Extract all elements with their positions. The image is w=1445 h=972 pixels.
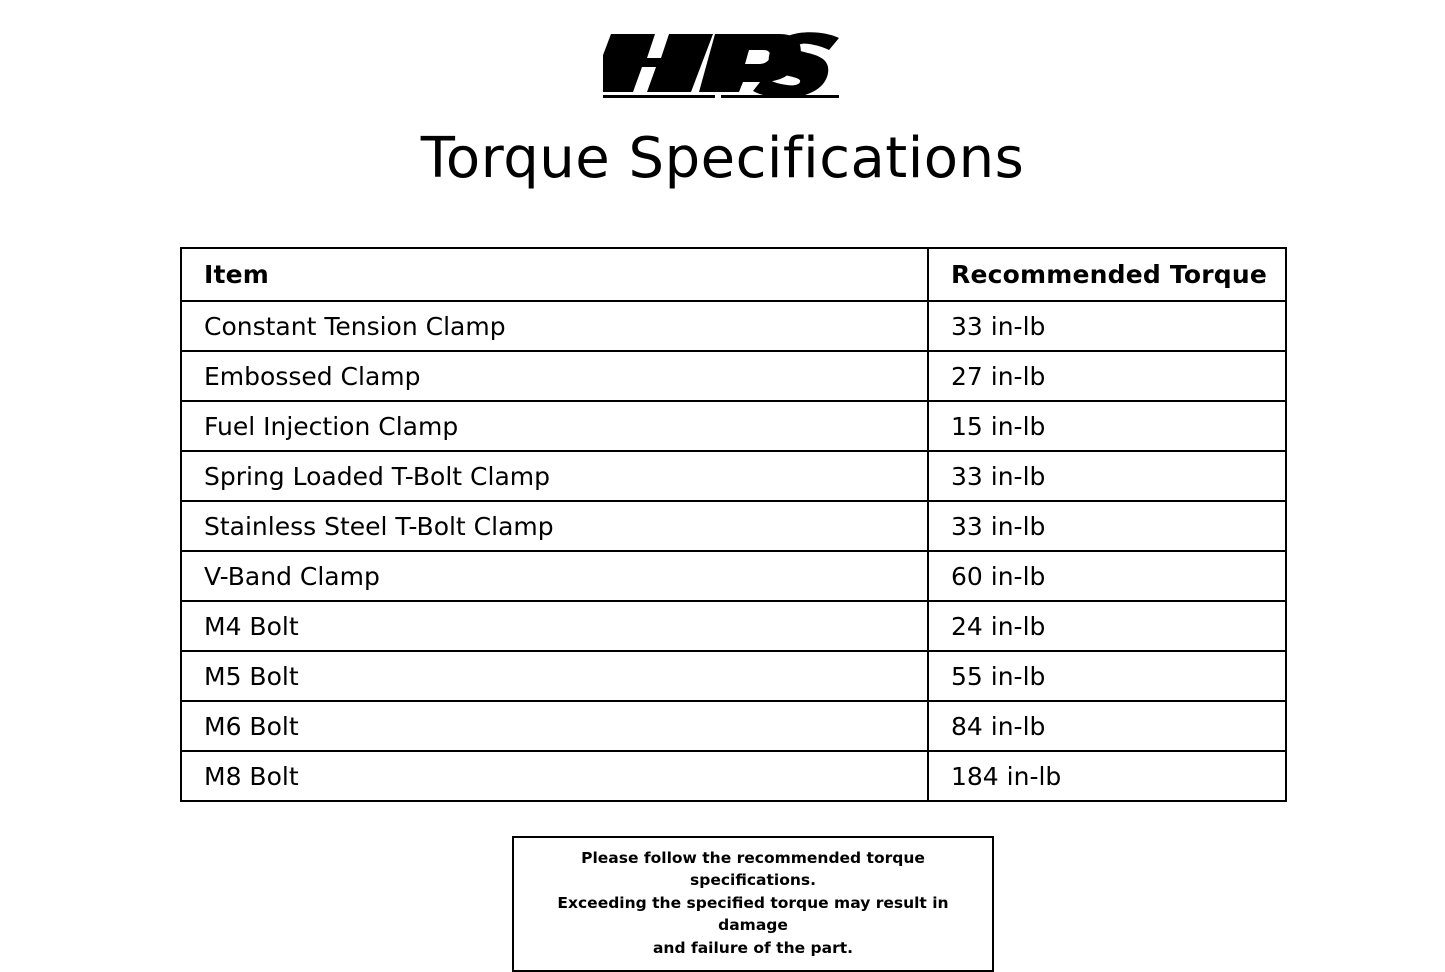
- brand-logo-container: [0, 28, 1445, 102]
- table-row: [181, 351, 1286, 401]
- page-title: Torque Specifications: [420, 126, 1025, 191]
- warning-note-box: [512, 836, 994, 972]
- note-line-3: and failure of the part.: [652, 938, 854, 957]
- table-row: [181, 401, 1286, 451]
- cell-torque: 24 in-lb: [928, 601, 1286, 651]
- cell-item: Spring Loaded T-Bolt Clamp: [181, 451, 928, 501]
- cell-torque: 55 in-lb: [928, 651, 1286, 701]
- cell-item: Constant Tension Clamp: [181, 301, 928, 351]
- column-header-item: Item: [181, 248, 928, 301]
- hps-logo-icon: [603, 28, 843, 98]
- cell-torque: 33 in-lb: [928, 501, 1286, 551]
- torque-table-container: [180, 247, 1287, 802]
- cell-torque: 60 in-lb: [928, 551, 1286, 601]
- cell-torque: 33 in-lb: [928, 301, 1286, 351]
- table-row: [181, 601, 1286, 651]
- cell-torque: 27 in-lb: [928, 351, 1286, 401]
- cell-item: M6 Bolt: [181, 701, 928, 751]
- cell-item: V-Band Clamp: [181, 551, 928, 601]
- column-header-recommended-torque: Recommended Torque: [928, 248, 1286, 301]
- cell-item: M5 Bolt: [181, 651, 928, 701]
- table-row: [181, 651, 1286, 701]
- cell-torque: 15 in-lb: [928, 401, 1286, 451]
- cell-torque: 184 in-lb: [928, 751, 1286, 801]
- cell-item: M4 Bolt: [181, 601, 928, 651]
- note-line-1: Please follow the recommended torque specifications.: [581, 849, 925, 890]
- table-row: [181, 751, 1286, 801]
- table-row: [181, 701, 1286, 751]
- table-header: [181, 248, 1286, 301]
- cell-item: Stainless Steel T-Bolt Clamp: [181, 501, 928, 551]
- cell-item: Fuel Injection Clamp: [181, 401, 928, 451]
- table-row: [181, 451, 1286, 501]
- cell-item: M8 Bolt: [181, 751, 928, 801]
- table-row: [181, 301, 1286, 351]
- table-row: [181, 501, 1286, 551]
- torque-table: [180, 247, 1287, 802]
- table-body: [181, 301, 1286, 801]
- cell-item: Embossed Clamp: [181, 351, 928, 401]
- note-line-2: Exceeding the specified torque may result in damage: [557, 893, 949, 935]
- table-row: [181, 551, 1286, 601]
- cell-torque: 33 in-lb: [928, 451, 1286, 501]
- table-header-row: [181, 248, 1286, 301]
- cell-torque: 84 in-lb: [928, 701, 1286, 751]
